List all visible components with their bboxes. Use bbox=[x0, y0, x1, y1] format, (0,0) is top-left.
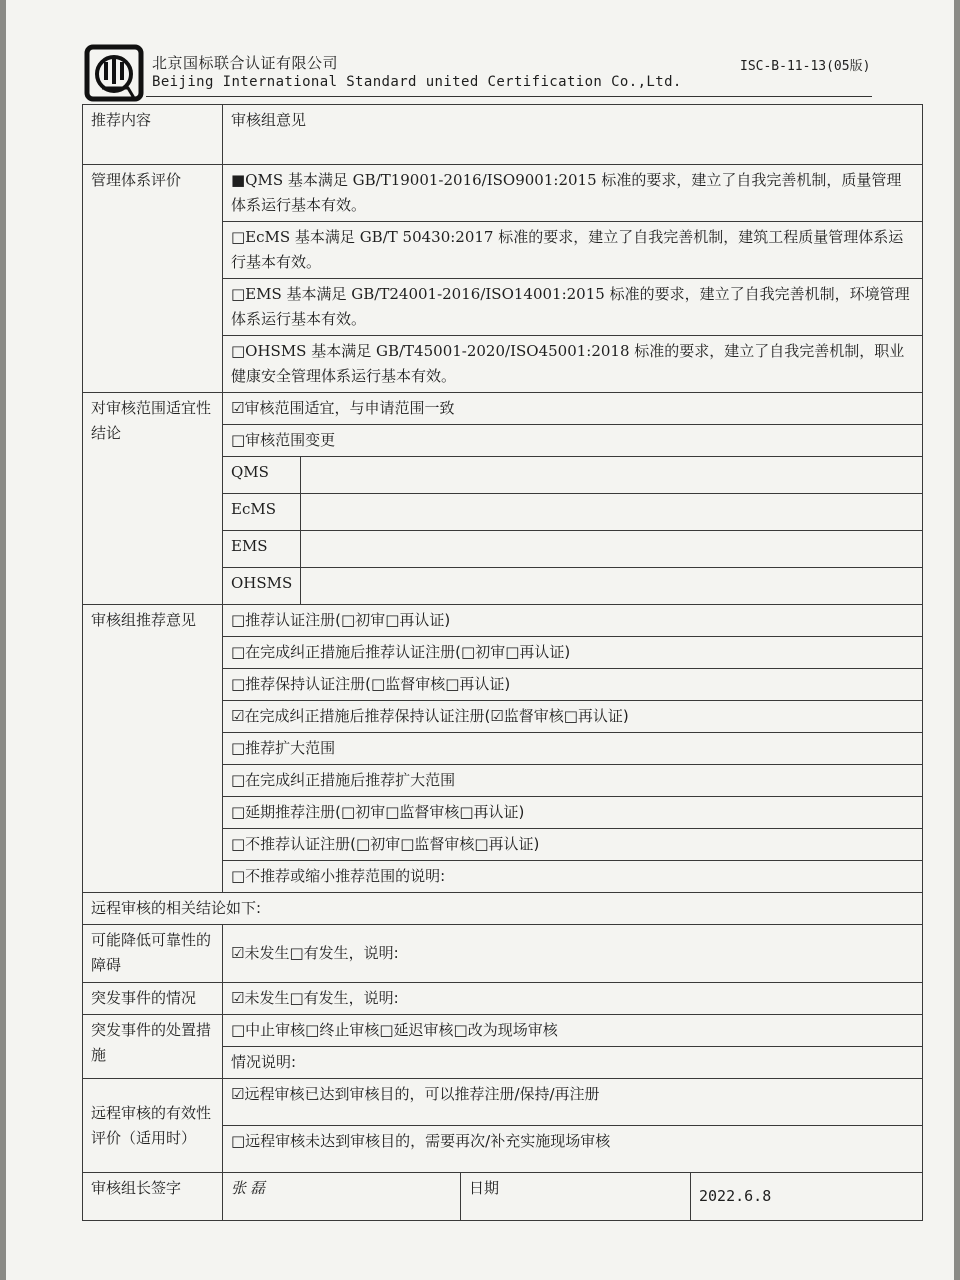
recommend-option: □不推荐或缩小推荐范围的说明: bbox=[223, 861, 923, 893]
recommend-option: ☑在完成纠正措施后推荐保持认证注册(☑监督审核□再认证) bbox=[223, 701, 923, 733]
recommend-row bbox=[83, 605, 923, 637]
validity-option-met: ☑远程审核已达到审核目的，可以推荐注册/保持/再注册 bbox=[223, 1079, 923, 1126]
incident-value: ☑未发生□有发生，说明: bbox=[223, 983, 923, 1015]
mgmt-item-qms: ■QMS 基本满足 GB/T19001-2016/ISO9001:2015 标准的要求，建立了自我完善机制，质量管理体系运行基本有效。 bbox=[223, 165, 923, 222]
company-name-cn: 北京国标联合认证有限公司 bbox=[152, 54, 339, 72]
recommend-option: □延期推荐注册(□初审□监督审核□再认证) bbox=[223, 797, 923, 829]
mgmt-item-ohsms: □OHSMS 基本满足 GB/T45001-2020/ISO45001:2018 标准的要求，建立了自我完善机制，职业健康安全管理体系运行基本有效。 bbox=[223, 336, 923, 393]
mgmt-eval-label: 管理体系评价 bbox=[83, 165, 223, 393]
measure-value: □中止审核□终止审核□延迟审核□改为现场审核 bbox=[223, 1015, 923, 1047]
scope-system-ems-value bbox=[301, 531, 923, 568]
validity-option-not-met: □远程审核未达到审核目的，需要再次/补充实施现场审核 bbox=[223, 1126, 923, 1173]
scope-system-ohsms-value bbox=[301, 568, 923, 605]
recommend-content-label: 推荐内容 bbox=[83, 105, 223, 165]
remote-header-row bbox=[83, 893, 923, 925]
date-value: 2022.6.8 bbox=[691, 1173, 923, 1221]
validity-label: 远程审核的有效性评价（适用时） bbox=[83, 1079, 223, 1173]
remote-header: 远程审核的相关结论如下: bbox=[83, 893, 923, 925]
validity-row bbox=[83, 1079, 923, 1126]
recommend-option: □推荐认证注册(□初审□再认证) bbox=[223, 605, 923, 637]
scope-system-qms: QMS bbox=[223, 457, 301, 494]
recommend-label: 审核组推荐意见 bbox=[83, 605, 223, 893]
mgmt-item-ecms: □EcMS 基本满足 GB/T 50430:2017 标准的要求，建立了自我完善机制，建筑工程质量管理体系运行基本有效。 bbox=[223, 222, 923, 279]
scope-option-change: □审核范围变更 bbox=[223, 425, 923, 457]
document-code: ISC-B-11-13(05版) bbox=[740, 59, 871, 74]
document-page bbox=[6, 0, 954, 1280]
scope-system-ohsms: OHSMS bbox=[223, 568, 301, 605]
recommend-option: □推荐保持认证注册(□监督审核□再认证) bbox=[223, 669, 923, 701]
measure-label: 突发事件的处置措施 bbox=[83, 1015, 223, 1079]
company-logo-icon bbox=[84, 44, 144, 102]
reliability-value: ☑未发生□有发生，说明: bbox=[223, 925, 923, 983]
incident-row bbox=[83, 983, 923, 1015]
recommend-option: □不推荐认证注册(□初审□监督审核□再认证) bbox=[223, 829, 923, 861]
signature-row bbox=[83, 1173, 923, 1221]
scope-row bbox=[83, 393, 923, 425]
leader-signature: 张磊 bbox=[223, 1173, 461, 1221]
scope-system-ems: EMS bbox=[223, 531, 301, 568]
scope-system-ecms: EcMS bbox=[223, 494, 301, 531]
measure-note: 情况说明: bbox=[223, 1047, 923, 1079]
scope-option-suitable: ☑审核范围适宜，与申请范围一致 bbox=[223, 393, 923, 425]
mgmt-eval-row bbox=[83, 165, 923, 222]
incident-label: 突发事件的情况 bbox=[83, 983, 223, 1015]
audit-conclusion-form bbox=[82, 104, 923, 1221]
reliability-label: 可能降低可靠性的障碍 bbox=[83, 925, 223, 983]
scope-system-qms-value bbox=[301, 457, 923, 494]
leader-sign-label: 审核组长签字 bbox=[83, 1173, 223, 1221]
scope-system-ecms-value bbox=[301, 494, 923, 531]
header-divider bbox=[146, 96, 872, 97]
recommend-option: □推荐扩大范围 bbox=[223, 733, 923, 765]
mgmt-item-ems: □EMS 基本满足 GB/T24001-2016/ISO14001:2015 标准的要求，建立了自我完善机制，环境管理体系运行基本有效。 bbox=[223, 279, 923, 336]
audit-team-opinion-label: 审核组意见 bbox=[223, 105, 923, 165]
company-name-en: Beijing International Standard united Certification Co.,Ltd. bbox=[152, 74, 682, 90]
date-label: 日期 bbox=[461, 1173, 691, 1221]
recommend-option: □在完成纠正措施后推荐认证注册(□初审□再认证) bbox=[223, 637, 923, 669]
form-header-row bbox=[83, 105, 923, 165]
measure-row bbox=[83, 1015, 923, 1047]
recommend-option: □在完成纠正措施后推荐扩大范围 bbox=[223, 765, 923, 797]
scope-label: 对审核范围适宜性结论 bbox=[83, 393, 223, 605]
reliability-row bbox=[83, 925, 923, 983]
